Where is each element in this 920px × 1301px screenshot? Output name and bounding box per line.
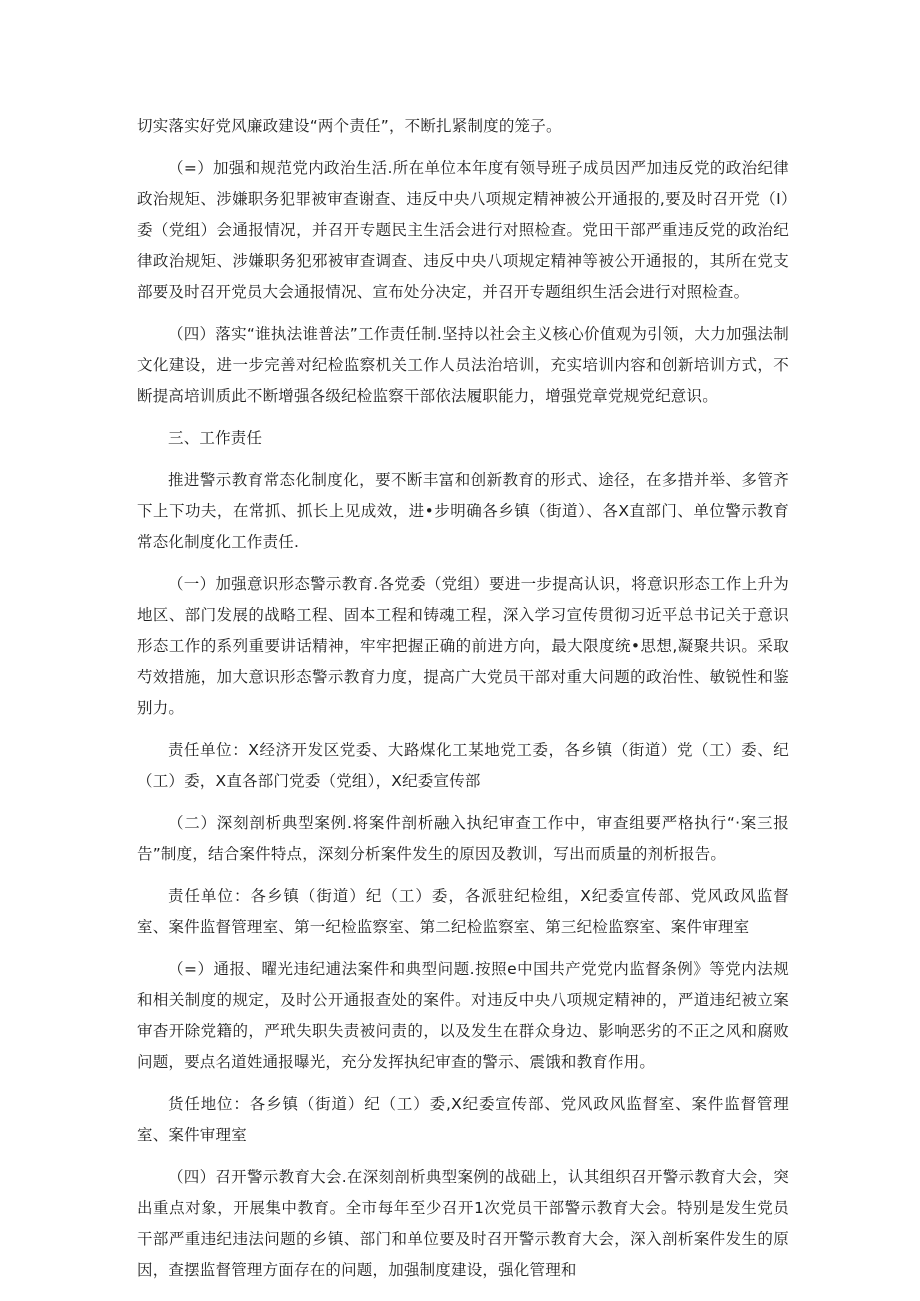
paragraph-ideology-warning-education: （一）加强意识形态警示教育.各党委（党组）要进一步提高认识，将意识形态工作上升为地区、部门发展的战略工程、固本工程和铸魂工程，深入学习宣传贯彻习近平总书记关于意识形态工作的系列重要讲话精神，牢牢把握正确的前进方向，最大限度统•思想,凝聚共识。采取芍效措施，加大意识形态警示教育力度，提高广大党员干部对重大问题的政治性、敏锐性和鉴别力。 [137,575,789,717]
paragraph-warning-education-conference: （四）召开警示教育大会.在深刻剖析典型案例的战础上，认其组织召开警示教育大会，突出重点对象，开展集中教育。全市每年至少召开1次党员干部警示教育大会。特别是发生党员干部严重违纪违法问题的乡镇、部门和单位要及时召开警示教育大会，深入剖析案件发生的原因，查摆监督管理方面存在的问题，加强制度建设，强化管理和 [137,1168,789,1279]
section-heading-work-responsibility: 三、工作责任 [168,429,263,447]
paragraph-continuation: 切实落实好党风廉政建设“两个责任”，不断扎紧制度的笼子。 [137,117,562,135]
document-body [137,111,789,1297]
paragraph-law-enforcement-responsibility: （四）落实“谁执法谁普法”工作责任制.坚持以社会主义核心价值观为引领，大力加强法制文化建设，进一步完善对纪检监察机关工作人员法治培训，充实培训内容和创新培训方式，不断提高培训质此不断增强各级纪检监察干部依法履职能力，增强党章党规党纪意识。 [137,325,789,405]
paragraph-warning-education-intro: 推进警示教育常态化制度化，要不断丰富和创新教育的形式、途径，在多措并举、多管齐下上下功夫，在常抓、抓长上见成效，进•步明确各乡镇（街道）、各X直部门、单位警示教育常态化制度化工作责任. [137,471,789,551]
paragraph-exposure-of-cases: （=）通报、曜光违纪逋法案件和典型问题.按照e中国共产党党内监督条例》等党内法规和相关制度的规定，及时公开通报查处的案件。对违反中央八项规定精神的，严道违纪被立案审杳开除党籍的，严玳失职失责被问责的，以及发生在群众身边、影响恶劣的不正之风和腐败问题，要点名道姓通报曝光，充分发挥执纪审查的警示、震饿和教育作用。 [137,960,789,1071]
responsible-units-2: 责任单位：各乡镇（街道）纪（工）委，各派驻纪检组，X纪委宣传部、党风政风监督室、案件监督管理室、第一纪检监察室、第二纪检监察室、第三纪检监察室、案件审理室 [137,887,789,936]
paragraph-typical-case-analysis: （二）深刻剖析典型案例.将案件剖析融入执纪审查工作中，审查组要严格执行“·案三报告”制度，结合案件特点，深刻分析案件发生的原因及教训，写出而质量的剂析报告。 [137,814,789,863]
responsible-units-3: 货任地位：各乡镇（街道）纪（工）委,X纪委宣传部、党风政风监督室、案件监督管理室、案件审理室 [137,1095,789,1144]
paragraph-party-political-life: （=）加强和规范党内政治生活.所在单位本年度有领导班子成员因严加违反党的政治纪律政治规矩、涉嫌职务犯罪被审查谢查、违反中央八项规定精神被公开通报的,要及时召开党（I）委（党组）会通报情况，并召开专题民主生活会进行对照检查。党田干部严重违反党的政治纪律政治规矩、涉嫌职务犯邪被审查调查、违反中央八项规定精神等被公开通报的，其所在党支部要及时召开党员大会通报情况、宣布处分决定，并召开专题组织生活会进行对照检查。 [137,159,789,301]
responsible-units-1: 责任单位：X经济开发区党委、大路煤化工某地党工委，各乡镇（街道）党（工）委、纪（工）委，X直各部门党委（党组），X纪委宣传部 [137,741,789,790]
